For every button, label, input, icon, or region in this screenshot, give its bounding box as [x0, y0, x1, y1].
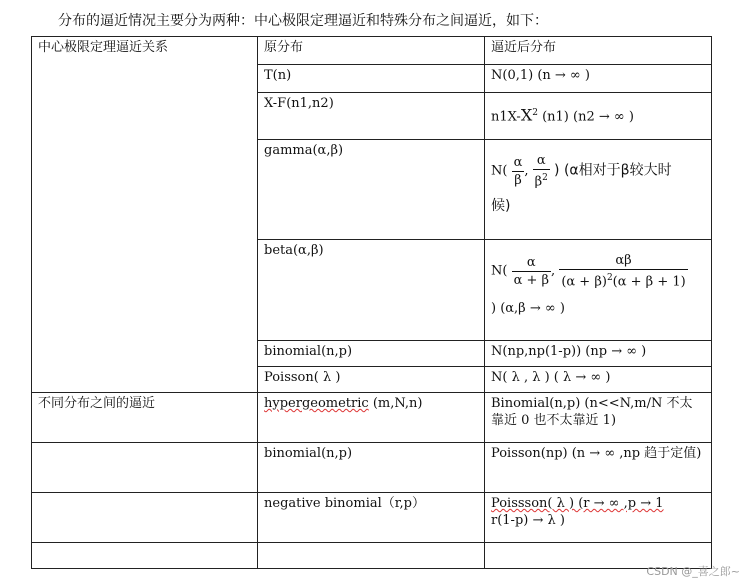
approx-gamma [485, 140, 712, 240]
approx-beta-pre: N( [491, 263, 508, 279]
approx-binomial-2: Poisson(np) (n → ∞ ,np 趋于定值) [485, 443, 712, 493]
approx-beta-sep: , [551, 263, 556, 279]
approx-binomial-1: N(np,np(1-p)) (np → ∞ ) [485, 341, 712, 367]
orig-binomial-1: binomial(n,p) [258, 341, 485, 367]
fraction-variance [559, 252, 687, 290]
frac2-den: $\beta^2$ [533, 169, 550, 190]
orig-t: T(n) [258, 65, 485, 93]
approx-t: N(0,1) (n → ∞ ) [485, 65, 712, 93]
orig-negative-binomial: negative binomial（r,p） [258, 493, 485, 543]
frac1-num: α [513, 154, 523, 170]
table-row [32, 493, 712, 543]
header-approximate-distribution: 逼近后分布 [485, 37, 712, 65]
approx-hypergeometric: Binomial(n,p) (n<<N,m/N 不太靠近 0 也不太靠近 1) [485, 393, 712, 443]
approx-xf-prefix: n1X- [491, 109, 521, 125]
empty-cell [32, 493, 258, 543]
table-row [32, 443, 712, 493]
approx-xf [485, 93, 712, 140]
frac2-num: α [536, 153, 546, 168]
table-row [32, 543, 712, 569]
approx-negative-binomial [485, 493, 712, 543]
approx-gamma-pre: N( [491, 163, 508, 179]
beta-frac2-den: $(\alpha + \beta)^2(\alpha + \beta + 1)$ [559, 269, 687, 290]
empty-cell [32, 443, 258, 493]
orig-hyper-b: (m,N,n) [368, 396, 423, 411]
empty-cell [32, 543, 258, 569]
approx-poisson: N( λ , λ ) ( λ → ∞ ) [485, 367, 712, 393]
approx-gamma-post: ) (α相对于β较大时 [554, 162, 672, 179]
orig-hypergeometric [258, 393, 485, 443]
approx-xf-sup: 2 [532, 108, 538, 118]
fraction-alpha-over-sum [512, 254, 551, 289]
fraction-alpha-over-beta [512, 154, 525, 189]
empty-cell [258, 543, 485, 569]
approx-xf-chi: X [520, 105, 533, 125]
clt-section-label: 中心极限定理逼近关系 [32, 37, 258, 393]
approx-negbin-line2: r(1-p) → λ ) [491, 513, 565, 528]
table-row [32, 393, 712, 443]
beta-frac1-num: α [526, 254, 536, 270]
watermark: CSDN @_喜之郎~ [646, 565, 740, 578]
orig-beta: beta(α,β) [258, 240, 485, 341]
approx-negbin-line1: Poissson( λ ) (r → ∞ ,p → 1 [491, 496, 664, 511]
fraction-alpha-over-beta-squared [533, 152, 550, 190]
orig-gamma: gamma(α,β) [258, 140, 485, 240]
intro-text: 分布的逼近情况主要分为两种：中心极限定理逼近和特殊分布之间逼近，如下： [58, 13, 548, 29]
section2-label: 不同分布之间的逼近 [32, 393, 258, 443]
approx-gamma-line2: 候) [491, 198, 511, 215]
approximation-table [31, 36, 712, 569]
approx-xf-suffix: (n1) (n2 → ∞ ) [542, 109, 634, 125]
frac1-den: β [512, 171, 525, 189]
approx-beta-line2: ) (α,β → ∞ ) [491, 301, 565, 317]
approx-beta [485, 240, 712, 341]
beta-frac1-den: α + β [513, 272, 550, 288]
orig-binomial-2: binomial(n,p) [258, 443, 485, 493]
orig-poisson: Poisson( λ ) [258, 367, 485, 393]
header-original-distribution: 原分布 [258, 37, 485, 65]
orig-hyper-a: hypergeometric [264, 396, 369, 411]
beta-frac2-num: αβ [615, 253, 632, 268]
approx-gamma-sep: , [524, 163, 529, 179]
orig-xf: X-F(n1,n2) [258, 93, 485, 140]
table-header-row [32, 37, 712, 65]
